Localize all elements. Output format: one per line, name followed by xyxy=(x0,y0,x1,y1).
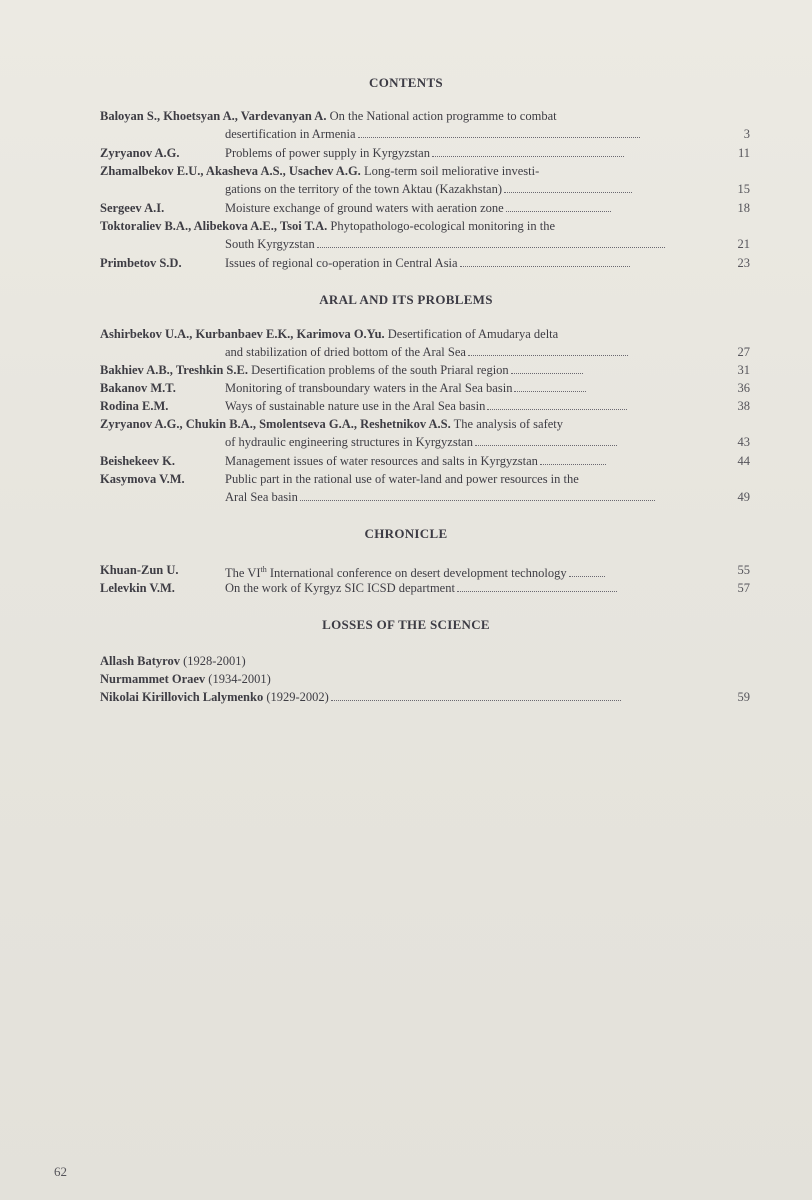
toc-entry xyxy=(100,688,750,706)
entry-title-cont: of hydraulic engineering structures in Kyrgyzstan xyxy=(225,435,473,449)
heading-aral: ARAL AND ITS PROBLEMS xyxy=(319,292,493,307)
entry-name: Nikolai Kirillovich Lalymenko xyxy=(100,690,264,704)
dot-leader xyxy=(504,191,632,193)
dot-leader xyxy=(475,444,617,446)
toc-entry xyxy=(100,452,750,470)
toc-entry xyxy=(100,470,750,506)
entry-page: 55 xyxy=(737,563,750,577)
toc-entry xyxy=(100,415,750,451)
toc-entry xyxy=(100,325,750,361)
entry-author: Zhamalbekov E.U., Akasheva A.S., Usachev A.G. xyxy=(100,164,361,178)
dot-leader xyxy=(317,246,665,248)
entry-title: On the work of Kyrgyz SIC ICSD department xyxy=(225,581,455,595)
entry-page: 15 xyxy=(737,182,750,196)
toc-entry xyxy=(100,144,750,162)
entry-title: Phytopathologo-ecological monitoring in the xyxy=(330,219,556,233)
entry-name: Nurmammet Oraev xyxy=(100,672,206,686)
entry-title-cont: South Kyrgyzstan xyxy=(225,237,315,251)
entry-name: Allash Batyrov xyxy=(100,654,180,668)
dot-leader xyxy=(358,136,640,138)
entry-author: Lelevkin V.M. xyxy=(100,581,175,595)
entry-title: The VI xyxy=(225,566,261,581)
entry-author: Zyryanov A.G. xyxy=(100,146,180,160)
entry-page: 18 xyxy=(737,201,750,215)
entry-title-rest: International conference on desert development technology xyxy=(266,566,567,581)
dot-leader xyxy=(506,210,611,212)
entry-title: Issues of regional co-operation in Central Asia xyxy=(225,256,458,270)
toc-entry xyxy=(100,652,750,670)
toc-entry xyxy=(100,199,750,217)
entry-author: Bakanov M.T. xyxy=(100,381,176,395)
dot-leader xyxy=(468,354,628,356)
dot-leader xyxy=(300,499,655,501)
entry-title: Desertification problems of the south Priaral region xyxy=(251,363,509,377)
entry-title: Public part in the rational use of water-land and power resources in the xyxy=(225,472,579,486)
toc-entry xyxy=(100,670,750,688)
entry-page: 49 xyxy=(737,490,750,504)
entry-author: Beishekeev K. xyxy=(100,454,175,468)
entry-years: (1934-2001) xyxy=(208,672,271,686)
entry-page: 11 xyxy=(737,146,750,160)
entry-title: The analysis of safety xyxy=(453,417,564,431)
entry-title: Desertification of Amudarya delta xyxy=(387,327,559,341)
dot-leader xyxy=(514,390,586,392)
entry-author: Zyryanov A.G., Chukin B.A., Smolentseva G.A., Reshetnikov A.S. xyxy=(100,417,451,431)
entry-title: Long-term soil meliorative investi- xyxy=(363,164,540,178)
entry-page: 27 xyxy=(737,345,750,359)
entry-page: 23 xyxy=(737,256,750,270)
entry-page: 21 xyxy=(737,237,750,251)
dot-leader xyxy=(487,408,627,410)
toc-entry xyxy=(100,561,750,579)
toc-entry xyxy=(100,379,750,397)
dot-leader xyxy=(540,463,606,465)
dot-leader xyxy=(511,372,583,374)
toc-entry xyxy=(100,361,750,379)
toc-entry xyxy=(100,254,750,272)
heading-contents: CONTENTS xyxy=(369,75,443,90)
entry-author: Rodina E.M. xyxy=(100,399,169,413)
toc-entry xyxy=(100,397,750,415)
entry-title-cont: gations on the territory of the town Aktau (Kazakhstan) xyxy=(225,182,503,196)
entry-title: Moisture exchange of ground waters with aeration zone xyxy=(225,201,504,215)
toc-entry xyxy=(100,107,750,143)
dot-leader xyxy=(569,575,605,577)
entry-title: On the National action programme to combat xyxy=(329,109,557,123)
entry-page: 36 xyxy=(737,381,750,395)
entry-title: Ways of sustainable nature use in the Aral Sea basin xyxy=(225,399,486,413)
entry-title-cont: and stabilization of dried bottom of the Aral Sea xyxy=(225,345,466,359)
entry-page: 38 xyxy=(737,399,750,413)
entry-author: Primbetov S.D. xyxy=(100,256,182,270)
dot-leader xyxy=(331,699,621,701)
entry-years: (1928-2001) xyxy=(183,654,246,668)
dot-leader xyxy=(460,265,630,267)
heading-losses: LOSSES OF THE SCIENCE xyxy=(322,617,490,632)
entry-page: 31 xyxy=(737,363,750,377)
heading-chronicle: CHRONICLE xyxy=(364,526,448,541)
entry-page: 3 xyxy=(743,127,750,141)
entry-author: Baloyan S., Khoetsyan A., Vardevanyan A. xyxy=(100,109,327,123)
entry-page: 59 xyxy=(737,690,750,704)
entry-author: Khuan-Zun U. xyxy=(100,563,179,577)
entry-title-cont: desertification in Armenia xyxy=(225,127,356,141)
entry-author: Ashirbekov U.A., Kurbanbaev E.K., Karimova O.Yu. xyxy=(100,327,385,341)
entry-author: Sergeev A.I. xyxy=(100,201,165,215)
entry-author: Toktoraliev B.A., Alibekova A.E., Tsoi T.A. xyxy=(100,219,328,233)
entry-title-cont: Aral Sea basin xyxy=(225,490,298,504)
entry-title-sup: th xyxy=(260,565,267,574)
toc-entry xyxy=(100,579,750,597)
entry-page: 43 xyxy=(737,435,750,449)
entry-title: Problems of power supply in Kyrgyzstan xyxy=(225,146,430,160)
entry-years: (1929-2002) xyxy=(266,690,329,704)
entry-title: Management issues of water resources and salts in Kyrgyzstan xyxy=(225,454,538,468)
entry-author: Bakhiev A.B., Treshkin S.E. xyxy=(100,363,248,377)
toc-entry xyxy=(100,162,750,198)
entry-title: Monitoring of transboundary waters in the Aral Sea basin xyxy=(225,381,513,395)
entry-author: Kasymova V.M. xyxy=(100,472,185,486)
dot-leader xyxy=(432,155,624,157)
entry-page: 57 xyxy=(737,581,750,595)
toc-entry xyxy=(100,217,750,253)
dot-leader xyxy=(457,590,617,592)
page-number: 62 xyxy=(54,1164,67,1179)
entry-page: 44 xyxy=(737,454,750,468)
